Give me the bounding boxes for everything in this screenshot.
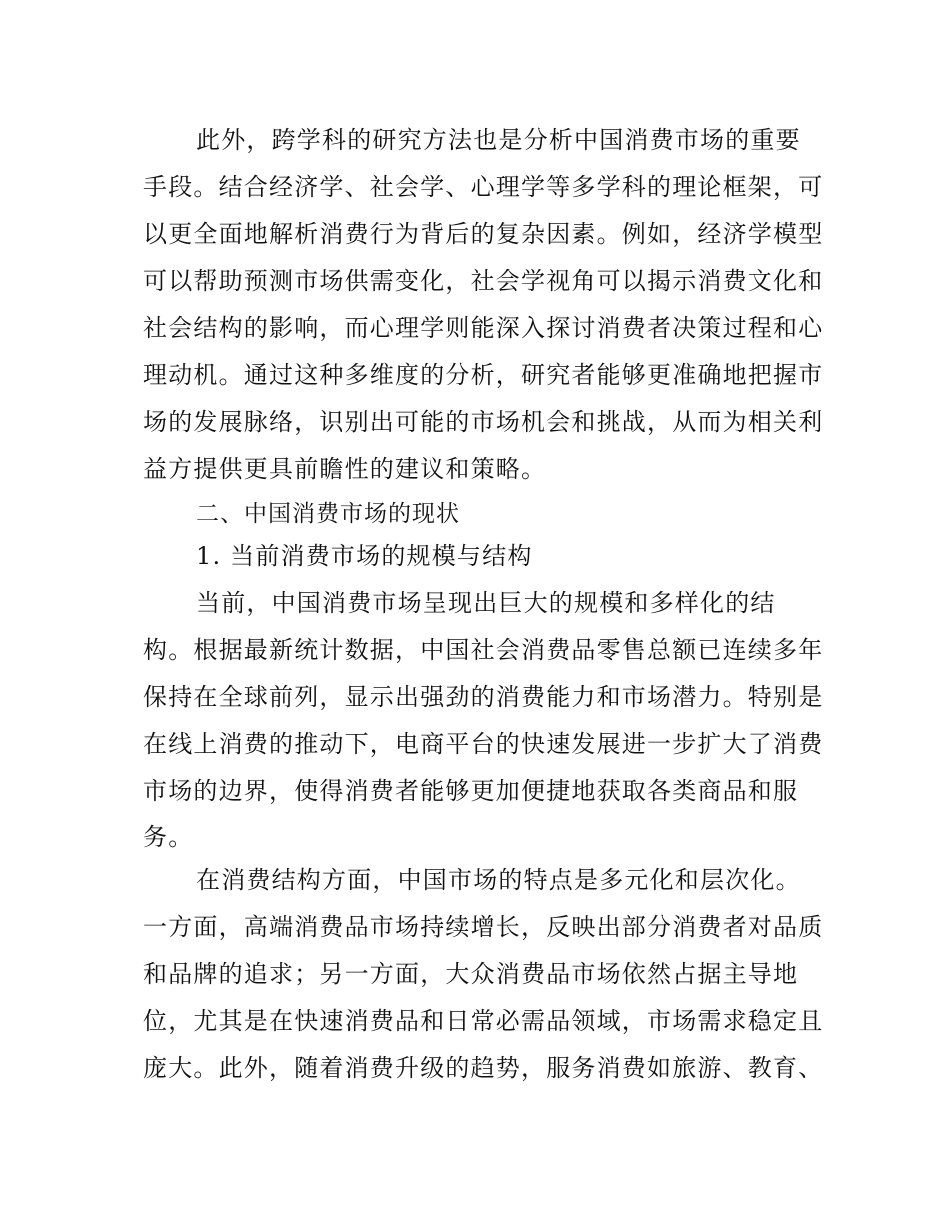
subsection-heading: 1. 当前消费市场的规模与结构 [196,542,533,570]
paragraph-1-line-8: 益方提供更具前瞻性的建议和策略。 [143,455,547,483]
paragraph-2-line-4: 在线上消费的推动下，电商平台的快速发展进一步扩大了消费 [143,730,824,758]
paragraph-3-line-1: 在消费结构方面，中国市场的特点是多元化和层次化。 [196,866,801,894]
paragraph-3-line-3: 和品牌的追求；另一方面，大众消费品市场依然占据主导地 [143,960,799,988]
section-heading: 二、中国消费市场的现状 [196,501,460,527]
paragraph-1-line-4: 可以帮助预测市场供需变化，社会学视角可以揭示消费文化和 [143,267,824,295]
paragraph-2-line-6: 务。 [143,823,194,851]
paragraph-1-line-2: 手段。结合经济学、社会学、心理学等多学科的理论框架，可 [143,173,824,201]
paragraph-3-line-4: 位，尤其是在快速消费品和日常必需品领域，市场需求稳定且 [143,1007,824,1035]
paragraph-1-line-5: 社会结构的影响，而心理学则能深入探讨消费者决策过程和心 [143,314,824,342]
paragraph-2-line-3: 保持在全球前列，显示出强劲的消费能力和市场潜力。特别是 [143,683,824,711]
paragraph-2-line-1: 当前，中国消费市场呈现出巨大的规模和多样化的结 [196,589,776,617]
paragraph-2-line-5: 市场的边界，使得消费者能够更加便捷地获取各类商品和服 [143,777,799,805]
paragraph-3-line-2: 一方面，高端消费品市场持续增长，反映出部分消费者对品质 [143,913,824,941]
paragraph-2-line-2: 构。根据最新统计数据，中国社会消费品零售总额已连续多年 [143,636,824,664]
paragraph-1-line-6: 理动机。通过这种多维度的分析，研究者能够更准确地把握市 [143,361,824,389]
paragraph-1-line-7: 场的发展脉络，识别出可能的市场机会和挑战，从而为相关利 [143,408,824,436]
paragraph-3-line-5: 庞大。此外，随着消费升级的趋势，服务消费如旅游、教育、 [143,1054,824,1082]
paragraph-1-line-1: 此外，跨学科的研究方法也是分析中国消费市场的重要 [196,126,801,154]
paragraph-1-line-3: 以更全面地解析消费行为背后的复杂因素。例如，经济学模型 [143,220,824,248]
